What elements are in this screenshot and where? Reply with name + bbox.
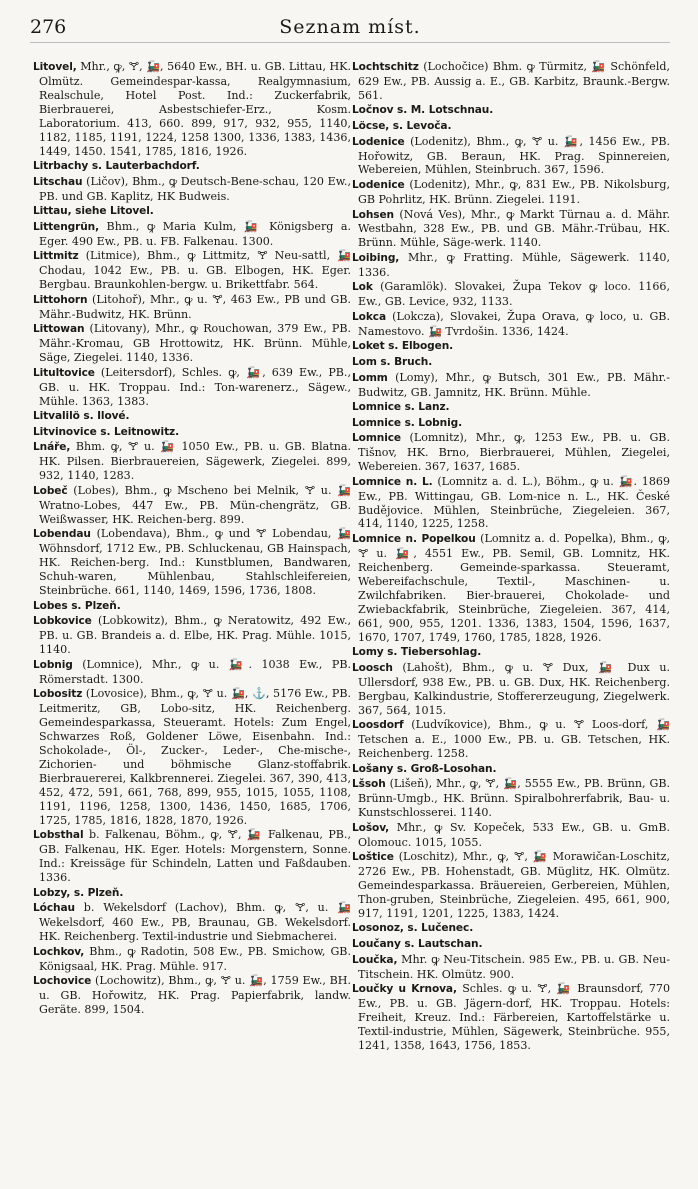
directory-entry [33, 60, 351, 159]
entry-headword: Löcse, s. Levoča. [352, 120, 452, 132]
entry-headword: Lobzy, s. Plzeň. [33, 886, 124, 899]
directory-entry [352, 355, 670, 370]
entry-text: (Litmice), Bhm., ꝙ Littmitz, 🝖 Neu-sattl, 🚂 Chodau, 1042 Ew., PB. u. GB. Elbogen, HK. Eger. Bergbau. Braunkohlen-bergw. u. Brikettfabr. 564. [39, 249, 351, 292]
entry-headword: Lodenice [352, 179, 405, 191]
entry-headword: Litvalilö s. Ilové. [33, 410, 130, 423]
directory-entry [352, 718, 670, 761]
directory-entry [33, 425, 351, 440]
directory-entry [352, 208, 670, 251]
directory-entry [352, 777, 670, 820]
entry-text: (Lomnitz a. d. L.), Böhm., ꝙ u. 🚂. 1869 Ew., PB. Wittingau, GB. Lom-nice n. L., HK. České Budějovice. Mühlen, Steinbrüche, Ziegeleien. 367, 414, 1140, 1225, 1258. [358, 474, 670, 531]
entry-text: Mhr., ꝙ Sv. Kopeček, 533 Ew., GB. u. GmB. Olomouc. 1015, 1055. [358, 820, 670, 849]
entry-headword: Lobeč [33, 484, 68, 497]
entry-headword: Lošov, [352, 821, 390, 834]
entry-headword: Loučka, [352, 953, 398, 966]
directory-entry [352, 953, 670, 982]
directory-entry [352, 475, 670, 532]
entry-headword: Lomy s. Tiebersohlag. [352, 646, 482, 659]
directory-entry [33, 440, 351, 483]
entry-text: (Lodenitz), Mhr., ꝙ, 831 Ew., PB. Nikolsburg, GB Pohrlitz, HK. Brünn. Ziegelei. 1191. [358, 178, 670, 206]
directory-entry [352, 762, 670, 777]
directory-entry [33, 293, 351, 322]
entry-headword: Lomnice n. L. [352, 475, 433, 488]
entry-text: Mhr. ꝙ Neu-Titschein. 985 Ew., PB. u. GB. Neu-Titschein. HK. Olmütz. 900. [358, 952, 670, 981]
directory-entry [352, 645, 670, 660]
entry-text: (Lobendava), Bhm., ꝙ und 🝖 Lobendau, 🚂 Wöhnsdorf, 1712 Ew., PB. Schluckenau, GB Hainspach, HK. Reichen-berg. Ind.: Kunstblumen, Bandwaren, Schuh-waren, Mühlenbau, Stahlschleifereien, Steinbrüche. 661, 1140, 1469, 1596, 1736, 1808. [39, 527, 351, 598]
entry-headword: Lochovice [33, 975, 92, 988]
directory-entry [352, 850, 670, 921]
entry-headword: Litrbachy s. Lauterbachdorf. [33, 160, 200, 173]
entry-text: b. Falkenau, Böhm., ꝙ, 🝖, 🚂 Falkenau, PB., GB. Falkenau, HK. Eger. Hotels: Morgenstern, Sonne. Ind.: Kreissäge für Schindeln, Latten und Faßdauben. 1336. [39, 828, 351, 885]
entry-headword: Lom s. Bruch. [352, 356, 433, 368]
directory-entry [33, 687, 351, 828]
directory-entry [352, 661, 670, 718]
directory-entry [352, 921, 670, 936]
entry-headword: Littau, siehe Litovel. [33, 205, 154, 218]
right-column [352, 60, 670, 1053]
directory-entry [33, 220, 351, 249]
entry-text: Schles. ꝙ u. 🝖, 🚂 Braunsdorf, 770 Ew., PB. u. GB. Jägern-dorf, HK. Troppau. Hotels: Freiheit, Kreuz. Ind.: Färbereien, Kartoffelstärke u. Textil-industrie, Mühlen, Sägewerk, Steinbrüche. 955, 1241, 1358, 1643, 1756, 1853. [358, 982, 671, 1052]
entry-headword: Lobkovice [33, 615, 92, 628]
entry-text: Mhr., ꝙ, 🝖, 🚂, 5640 Ew., BH. u. GB. Littau, HK. Olmütz. Gemeindespar-kassa, Realgymnasium, Realschule, Hotel Post. Ind.: Zuckerfabrik, Bierbrauerei, Asbestschiefer-Erz., Kosm. Laboratorium. 413, 660. 899, 917, 932, 955, 1140, 1182, 1185, 1191, 1224, 1258 1300, 1336, 1383, 1436, 1449, 1450. 1541, 1785, 1816, 1926. [39, 60, 351, 158]
entry-headword: Litovel, [33, 61, 77, 73]
directory-entry [352, 371, 670, 400]
entry-text: Bhm., ꝙ Radotin, 508 Ew., PB. Smichow, GB. Königsaal, HK. Prag. Mühle. 917. [39, 944, 351, 973]
directory-entry [33, 322, 351, 365]
directory-entry [33, 249, 351, 292]
entry-headword: Lobes s. Plzeň. [33, 599, 121, 612]
entry-headword: Lomnice [352, 432, 402, 445]
entry-text: (Lovosice), Bhm., ꝙ, 🝖 u. 🚂, ⚓, 5176 Ew., PB. Leitmeritz, GB, Lobo-sitz, HK. Reichenberg. Gemeindesparkassa, Steueramt. Hotels: Zum Engel, Schwarzes Roß, Goldener Löwe, Eisenbahn. Ind.: Schokolade-, Öl-, Zucker-, Leder-, Che-mische-, Zichorien- und böhmische Glanz-stoffabrik. Bierbrauererei, Kalkbrennerei. Ziegelei. 367, 390, 413, 452, 472, 591, 661, 768, 899, 955, 1015, 1055, 1108, 1191, 1196, 1258, 1300, 1436, 1450, 1685, 1706, 1725, 1785, 1816, 1828, 1870, 1926. [39, 687, 351, 827]
directory-entry [352, 937, 670, 952]
entry-headword: Loučany s. Lautschan. [352, 938, 483, 951]
entry-headword: Lok [352, 281, 373, 294]
entry-headword: Lokca [352, 310, 387, 323]
directory-entry [33, 901, 351, 944]
entry-headword: Litultovice [33, 366, 95, 379]
entry-text: (Lokcza), Slovakei, Župa Orava, ꝙ loco, u. GB. Namestovo. 🚂 Tvrdošin. 1336, 1424. [358, 309, 670, 338]
directory-entry [33, 159, 351, 174]
entry-text: (Lochowitz), Bhm., ꝙ, 🝖 u. 🚂, 1759 Ew., BH. u. GB. Hořowitz, HK. Prag. Papierfabrik, landw. Geräte. 899, 1504. [39, 974, 351, 1017]
entry-headword: Loštice [352, 851, 394, 864]
entry-headword: Littengrün, [33, 220, 100, 233]
directory-entry [352, 119, 670, 134]
entry-text: (Lomnitz a. d. Popelka), Bhm., ꝙ, 🝖 u. 🚂, 4551 Ew., PB. Semil, GB. Lomnitz, HK. Reichenberg. Gemeinde-sparkassa. Steueramt, Webereifachschule, Textil-, Maschinen- u. Zwilchfabriken. Bier-brauerei, Chokolade- und Zwiebackfabrik, Steinbrüche, Ziegeleien. 367, 414, 661, 900, 955, 1201. 1336, 1383, 1504, 1596, 1637, 1670, 1707, 1749, 1760, 1785, 1828, 1926. [358, 532, 670, 644]
entry-text: (Lobkowitz), Bhm., ꝙ Neratowitz, 492 Ew., PB. u. GB. Brandeis a. d. Elbe, HK. Prag. Mühle. 1015, 1140. [39, 614, 351, 657]
entry-headword: Lochtschitz [352, 61, 419, 73]
directory-entry [352, 60, 670, 103]
entry-text: (Lomnice), Mhr., ꝙ u. 🚂. 1038 Ew., PB. Römerstadt. 1300. [39, 657, 352, 686]
entry-text: (Nová Ves), Mhr., ꝙ Markt Türnau a. d. Mähr. Westbahn, 328 Ew., PB. und GB. Mähr.-Trübau, HK. Brünn. Mühle, Säge-werk. 1140. [358, 207, 670, 250]
entry-text: (Lomnitz), Mhr., ꝙ, 1253 Ew., PB. u. GB. Tišnov, HK. Brno, Bierbrauerei, Mühlen, Ziegelei, Webereien. 367, 1637, 1685. [358, 431, 670, 474]
directory-entry [352, 310, 670, 339]
directory-entry [352, 400, 670, 415]
entry-headword: Lohsen [352, 208, 395, 221]
directory-entry [33, 945, 351, 974]
entry-headword: Ločnov s. M. Lotschnau. [352, 104, 494, 117]
page-title: Seznam míst. [279, 16, 421, 38]
entry-text: Mhr., ꝙ Fratting. Mühle, Sägewerk. 1140, 1336. [358, 250, 670, 279]
entry-text: (Lomy), Mhr., ꝙ Butsch, 301 Ew., PB. Mähr.-Budwitz, GB. Jamnitz, HK. Brünn. Mühle. [358, 370, 670, 399]
entry-headword: Littowan [33, 323, 85, 336]
directory-entry [352, 982, 670, 1053]
directory-entry [352, 280, 670, 309]
directory-entry [33, 614, 351, 657]
entry-text: Bhm. ꝙ, 🝖 u. 🚂 1050 Ew., PB. u. GB. Blatna. HK. Pilsen. Bierbrauereien, Sägewerk, Ziegelei. 899, 932, 1140, 1283. [39, 440, 352, 483]
directory-entry [352, 178, 670, 207]
directory-entry [33, 974, 351, 1017]
page-header [30, 16, 670, 43]
directory-entry [33, 527, 351, 598]
entry-text: b. Wekelsdorf (Lachov), Bhm. ꝙ, 🝖, u. 🚂 Wekelsdorf, 460 Ew., PB, Braunau, GB. Wekelsdorf. HK. Reichenberg. Textil-industrie und Siebmacherei. [39, 901, 351, 944]
entry-headword: Littohorn [33, 293, 88, 306]
directory-entry [352, 135, 670, 178]
entry-headword: Lobsthal [33, 829, 84, 842]
directory-entry [33, 599, 351, 614]
entry-headword: Loosdorf [352, 719, 404, 732]
entry-headword: Lobendau [33, 528, 91, 541]
entry-text: (Ludvíkovice), Bhm., ꝙ u. 🝖 Loos-dorf, 🚂 Tetschen a. E., 1000 Ew., PB. u. GB. Tetschen, HK. Reichenberg. 1258. [358, 718, 670, 761]
directory-entry [33, 828, 351, 885]
entry-headword: Litvinovice s. Leitnowitz. [33, 425, 180, 438]
entry-headword: Lomnice s. Lanz. [352, 401, 450, 414]
entry-headword: Lnáře, [33, 441, 71, 454]
directory-entry [352, 416, 670, 431]
directory-entry [352, 431, 670, 474]
directory-entry [33, 366, 351, 409]
entry-headword: Loibing, [352, 251, 400, 264]
entry-headword: Lošany s. Groß-Losohan. [352, 762, 497, 775]
entry-text: (Garamlök). Slovakei, Župa Tekov ꝙ loco. 1166, Ew., GB. Levice, 932, 1133. [358, 280, 671, 309]
entry-headword: Lomm [352, 371, 388, 384]
entry-headword: Lóchau [33, 902, 75, 915]
entry-text: (Lišeň), Mhr., ꝙ, 🝖, 🚂, 5555 Ew., PB. Brünn, GB. Brünn-Umgb., HK. Brünn. Spiralbohrerfabrik, Bau- u. Kunstschlosserei. 1140. [358, 777, 670, 820]
directory-entry [352, 251, 670, 280]
entry-text: Bhm., ꝙ Maria Kulm, 🚂 Königsberg a. Eger. 490 Ew., PB. u. FB. Falkenau. 1300. [39, 219, 351, 248]
directory-entry [33, 658, 351, 687]
entry-headword: Lodenice [352, 135, 405, 148]
directory-entry [352, 103, 670, 118]
directory-entry [33, 409, 351, 424]
entry-text: (Ličov), Bhm., ꝙ Deutsch-Bene-schau, 120 Ew., PB. und GB. Kaplitz, HK Budweis. [39, 174, 351, 203]
directory-entry [352, 532, 670, 645]
entry-headword: Lšsoh [352, 778, 386, 791]
directory-entry [33, 204, 351, 219]
entry-text: (Litohoř), Mhr., ꝙ u. 🝖, 463 Ew., PB und GB. Mähr.-Budwitz, HK. Brünn. [39, 292, 351, 321]
entry-text: (Litovany), Mhr., ꝙ Rouchowan, 379 Ew., PB. Mähr.-Kromau, GB Hrottowitz, HK. Brünn. Mühle, Säge, Ziegelei. 1140, 1336. [39, 322, 351, 365]
directory-entry [33, 886, 351, 901]
entry-headword: Lomnice n. Popelkou [352, 533, 476, 545]
directory-entry [33, 175, 351, 204]
entry-headword: Losonoz, s. Lučenec. [352, 922, 474, 935]
entry-text: (Lobes), Bhm., ꝙ Mscheno bei Melnik, 🝖 u. 🚂 Wratno-Lobes, 447 Ew., PB. Mün-chengrätz, GB. Weißwasser, HK. Reichen-berg. 899. [39, 483, 351, 526]
entry-headword: Litschau [33, 175, 83, 188]
entry-text: (Lahošt), Bhm., ꝙ u. 🝖 Dux, 🚂 Dux u. Ullersdorf, 938 Ew., PB. u. GB. Dux, HK. Reichenberg. Bergbau, Kalkindustrie, Stoffererzeugung, Ziegelwerk. 367, 564, 1015. [358, 660, 670, 717]
entry-headword: Lobnig [33, 658, 73, 671]
entry-headword: Loosch [352, 661, 393, 674]
entry-headword: Lomnice s. Lobnig. [352, 416, 463, 429]
directory-entry [352, 821, 670, 850]
entry-headword: Lobositz [33, 688, 83, 701]
entry-text: (Lochočice) Bhm. ꝙ Türmitz, 🚂 Schönfeld, 629 Ew., PB. Aussig a. E., GB. Karbitz, Braunk.-Bergw. 561. [358, 60, 670, 102]
entry-headword: Lochkov, [33, 945, 85, 958]
entry-text: (Leitersdorf), Schles. ꝙ, 🚂, 639 Ew., PB., GB. u. HK. Troppau. Ind.: Ton-warenerz., Sägew., Mühle. 1363, 1383. [39, 365, 351, 408]
page-number: 276 [30, 16, 67, 38]
directory-entry [33, 484, 351, 527]
entry-text: (Lodenitz), Bhm., ꝙ, 🝖 u. 🚂, 1456 Ew., PB. Hořowitz, GB. Beraun, HK. Prag. Spinnereien, Webereien, Mühlen, Steinbruch. 367, 1596. [358, 134, 670, 177]
entry-headword: Loket s. Elbogen. [352, 340, 454, 353]
left-column [33, 60, 351, 1018]
entry-headword: Loučky u Krnova, [352, 983, 457, 996]
entry-headword: Littmitz [33, 250, 79, 263]
entry-text: (Loschitz), Mhr., ꝙ, 🝖, 🚂 Morawičan-Loschitz, 2726 Ew., PB. Hohenstadt, GB. Müglitz, HK. Olmütz. Gemeindesparkassa. Bräuereien, Gerbereien, Mühlen, Thon-gruben, Steinbrüche, Ziegeleien. 495, 661, 900, 917, 1191, 1201, 1225, 1383, 1424. [358, 850, 670, 920]
directory-entry [352, 339, 670, 354]
